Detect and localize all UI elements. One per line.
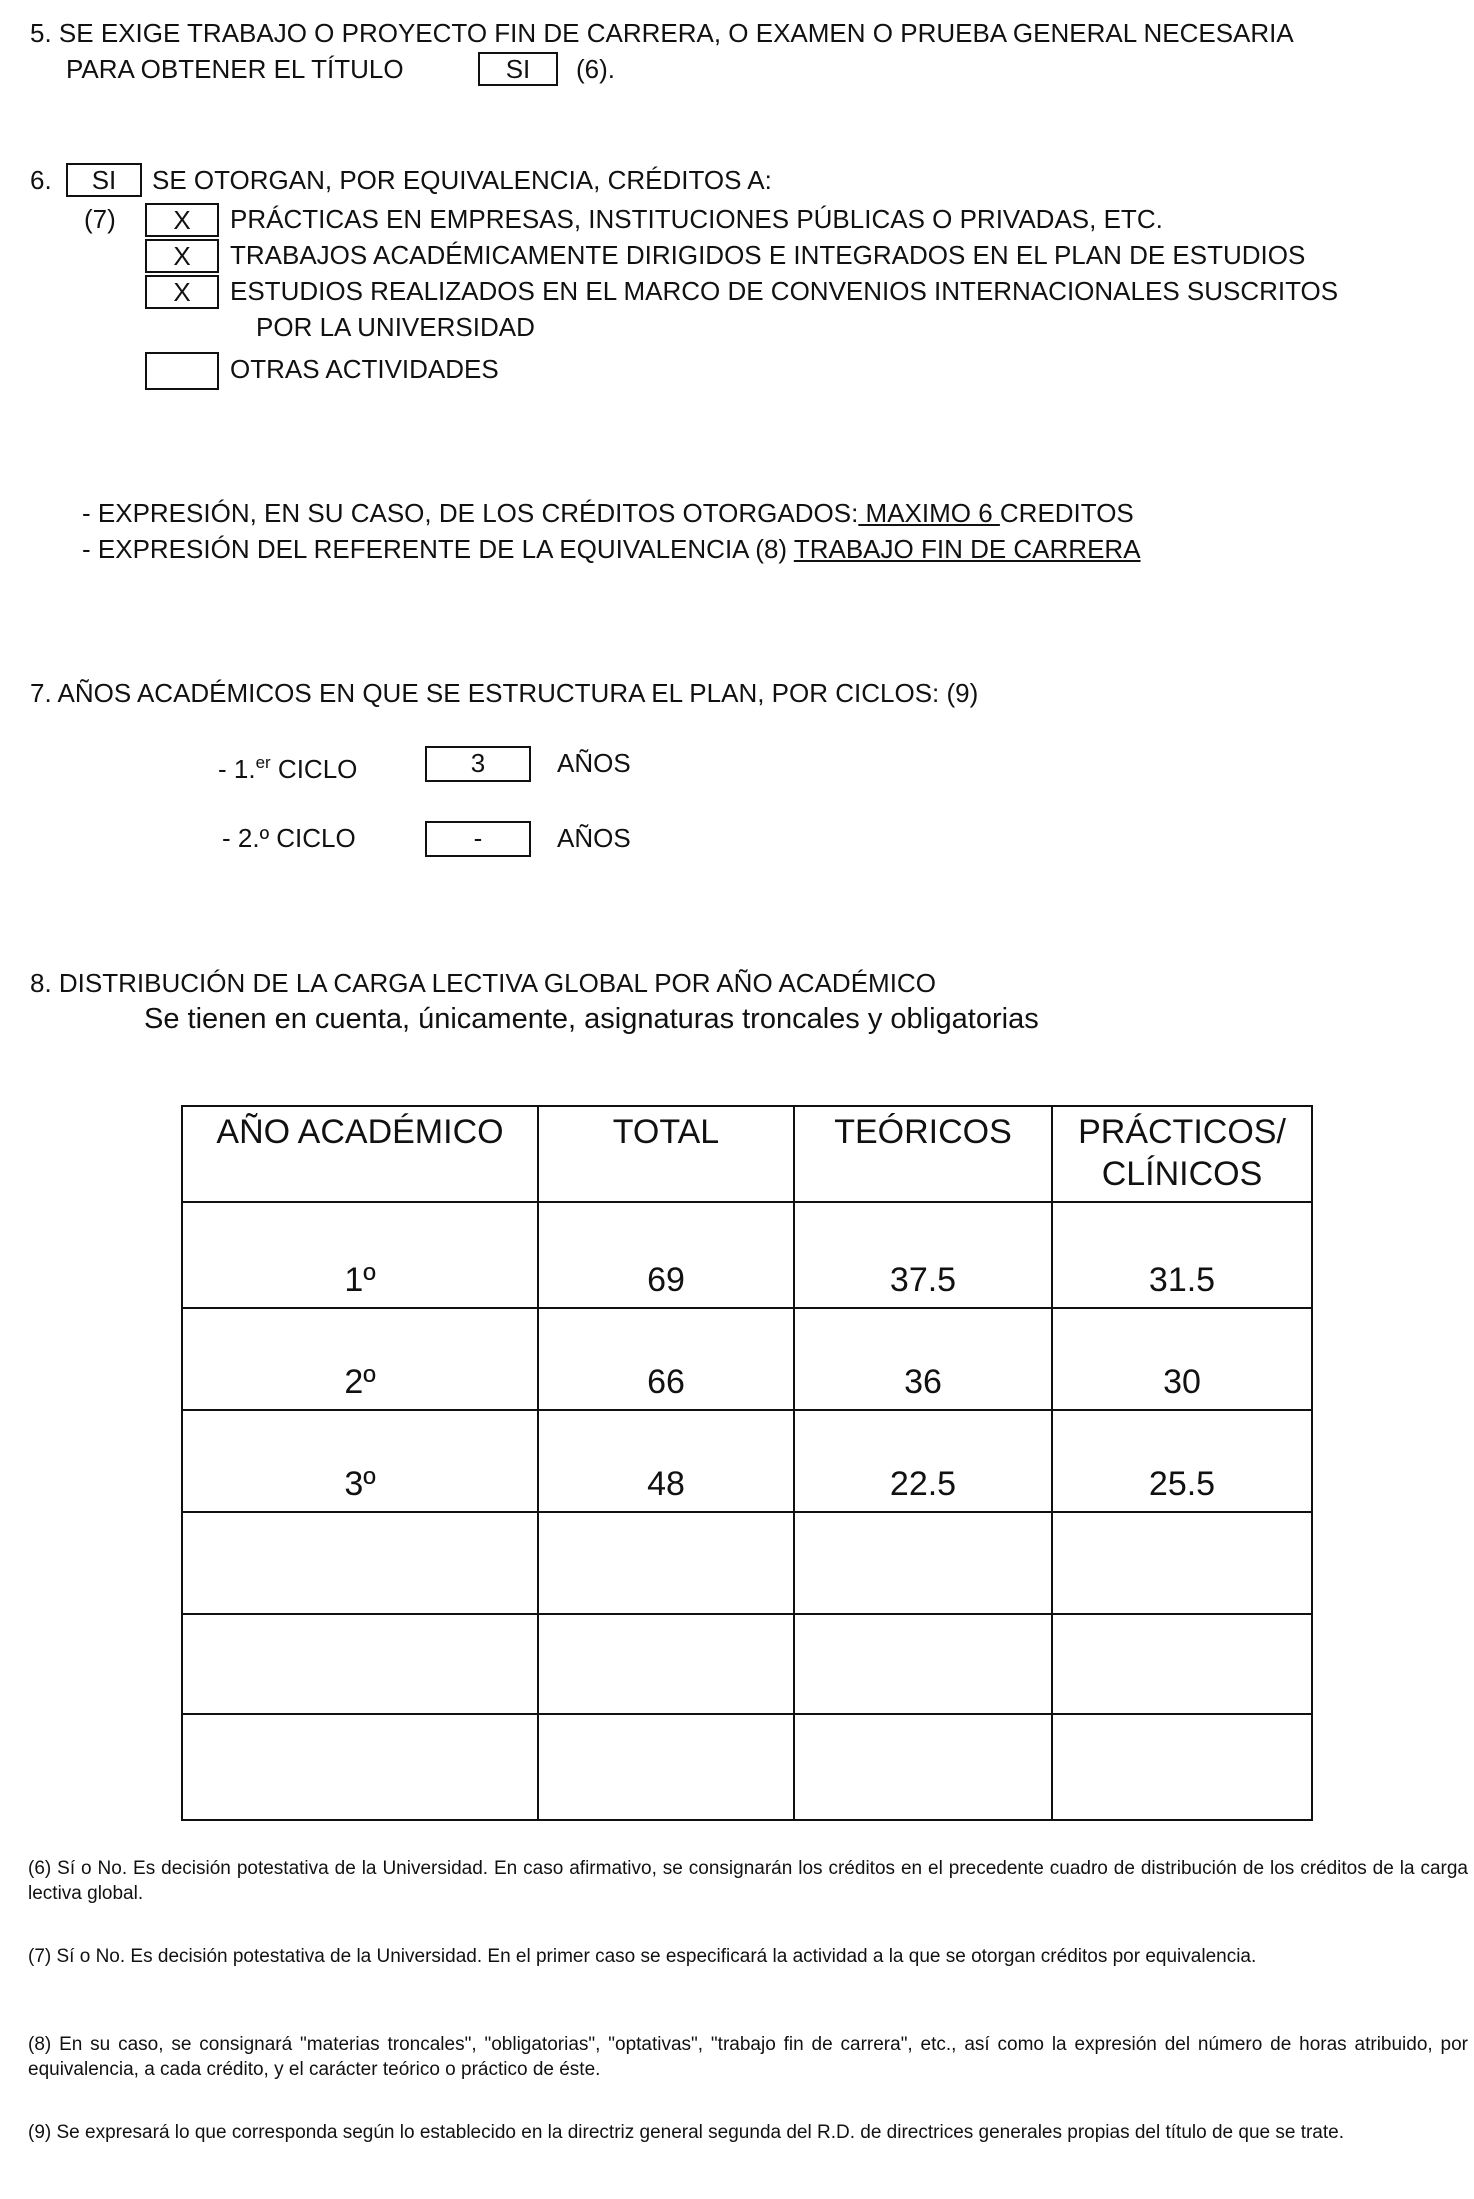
table-cell	[538, 1614, 794, 1714]
footnote-9: (9) Se expresará lo que corresponda según lo establecido en la directriz general segunda del R.D. de directrices generales propias del título de que se trate.	[28, 2122, 1345, 2143]
table-row	[182, 1512, 1312, 1614]
footnote-8: (8) En su caso, se consignará "materias troncales", "obligatorias", "optativas", "trabajo fin de carrera", etc., así como la expresión del número de horas atribuido, por equivalencia, a cada crédito, y el carácter teórico o práctico de éste.	[28, 2034, 1468, 2080]
table-cell	[794, 1512, 1052, 1614]
footnote-6: (6) Sí o No. Es decisión potestativa de la Universidad. En caso afirmativo, se consignarán los créditos en el precedente cuadro de distribución de los créditos de la carga lectiva global.	[28, 1858, 1468, 1904]
ciclo1-years-label: AÑOS	[557, 748, 631, 778]
referente-label: - EXPRESIÓN DEL REFERENTE DE LA EQUIVALENCIA (8)	[82, 534, 794, 564]
footnote-7: (7) Sí o No. Es decisión potestativa de la Universidad. En el primer caso se especificará la actividad a la que se otorgan créditos por equivalencia.	[28, 1946, 1257, 1967]
section6-number: 6.	[30, 165, 52, 195]
section5-answer-box: SI	[478, 52, 558, 86]
column-header: PRÁCTICOS/ CLÍNICOS	[1052, 1106, 1312, 1202]
table-row	[182, 1308, 1312, 1410]
section8-subheading: Se tienen en cuenta, únicamente, asignaturas troncales y obligatorias	[144, 1003, 1039, 1035]
table-cell	[182, 1614, 538, 1714]
table-row	[182, 1202, 1312, 1308]
table-cell	[1052, 1614, 1312, 1714]
checkbox-otras	[145, 352, 219, 390]
table-cell: 48	[538, 1410, 794, 1512]
ciclo1-years-box: 3	[425, 746, 531, 782]
ciclo2-years-box: -	[425, 821, 531, 857]
checkbox-practicas: X	[145, 203, 219, 237]
referente-line	[82, 534, 1141, 564]
section5-line1: 5. SE EXIGE TRABAJO O PROYECTO FIN DE CARRERA, O EXAMEN O PRUEBA GENERAL NECESARIA	[30, 18, 1294, 48]
referente-value: TRABAJO FIN DE CARRERA	[793, 534, 1141, 564]
table-row	[182, 1410, 1312, 1512]
carga-lectiva-table	[181, 1105, 1313, 1821]
table-cell	[182, 1714, 538, 1820]
table-cell	[1052, 1714, 1312, 1820]
ciclo1-prefix: - 1.	[218, 754, 256, 784]
table-cell	[794, 1714, 1052, 1820]
table-row	[182, 1714, 1312, 1820]
table-cell: 69	[538, 1202, 794, 1308]
table-cell: 25.5	[1052, 1410, 1312, 1512]
ciclo1-label	[218, 748, 357, 784]
section7-heading: 7. AÑOS ACADÉMICOS EN QUE SE ESTRUCTURA EL PLAN, POR CICLOS: (9)	[30, 678, 979, 708]
creditos-value: MAXIMO 6	[858, 498, 1000, 528]
ciclo2-years-label: AÑOS	[557, 823, 631, 853]
column-header: AÑO ACADÉMICO	[182, 1106, 538, 1202]
item-otras-label: OTRAS ACTIVIDADES	[230, 354, 499, 384]
table-cell: 1º	[182, 1202, 538, 1308]
section5-note: (6).	[576, 54, 615, 84]
table-cell: 36	[794, 1308, 1052, 1410]
section6-answer-box: SI	[66, 163, 142, 197]
ciclo1-suffix: CICLO	[270, 754, 358, 784]
table-cell: 31.5	[1052, 1202, 1312, 1308]
ciclo2-label: - 2.º CICLO	[222, 823, 356, 853]
table-row	[182, 1614, 1312, 1714]
table-cell: 22.5	[794, 1410, 1052, 1512]
table-cell: 3º	[182, 1410, 538, 1512]
table-cell	[1052, 1512, 1312, 1614]
column-header: TEÓRICOS	[794, 1106, 1052, 1202]
table-cell: 66	[538, 1308, 794, 1410]
section6-note: (7)	[84, 204, 116, 234]
creditos-label: - EXPRESIÓN, EN SU CASO, DE LOS CRÉDITOS OTORGADOS:	[82, 498, 859, 528]
table-header-row	[182, 1106, 1312, 1202]
table-cell	[794, 1614, 1052, 1714]
table-cell	[538, 1512, 794, 1614]
table-cell: 30	[1052, 1308, 1312, 1410]
table-cell: 37.5	[794, 1202, 1052, 1308]
checkbox-trabajos: X	[145, 239, 219, 273]
section6-heading: SE OTORGAN, POR EQUIVALENCIA, CRÉDITOS A:	[152, 165, 772, 195]
table-cell: 2º	[182, 1308, 538, 1410]
checkbox-estudios: X	[145, 275, 219, 309]
column-header: TOTAL	[538, 1106, 794, 1202]
table-cell	[182, 1512, 538, 1614]
section8-heading: 8. DISTRIBUCIÓN DE LA CARGA LECTIVA GLOBAL POR AÑO ACADÉMICO	[30, 968, 936, 998]
table-cell	[538, 1714, 794, 1820]
section5-line2: PARA OBTENER EL TÍTULO	[66, 54, 404, 84]
creditos-suffix: CREDITOS	[999, 498, 1134, 528]
item-trabajos-label: TRABAJOS ACADÉMICAMENTE DIRIGIDOS E INTEGRADOS EN EL PLAN DE ESTUDIOS	[230, 240, 1306, 270]
item-estudios-label-cont: POR LA UNIVERSIDAD	[256, 312, 535, 342]
item-practicas-label: PRÁCTICAS EN EMPRESAS, INSTITUCIONES PÚBLICAS O PRIVADAS, ETC.	[230, 204, 1163, 234]
ciclo1-sup: er	[255, 753, 271, 772]
creditos-otorgados-line	[82, 498, 1134, 528]
item-estudios-label: ESTUDIOS REALIZADOS EN EL MARCO DE CONVENIOS INTERNACIONALES SUSCRITOS	[230, 276, 1339, 306]
